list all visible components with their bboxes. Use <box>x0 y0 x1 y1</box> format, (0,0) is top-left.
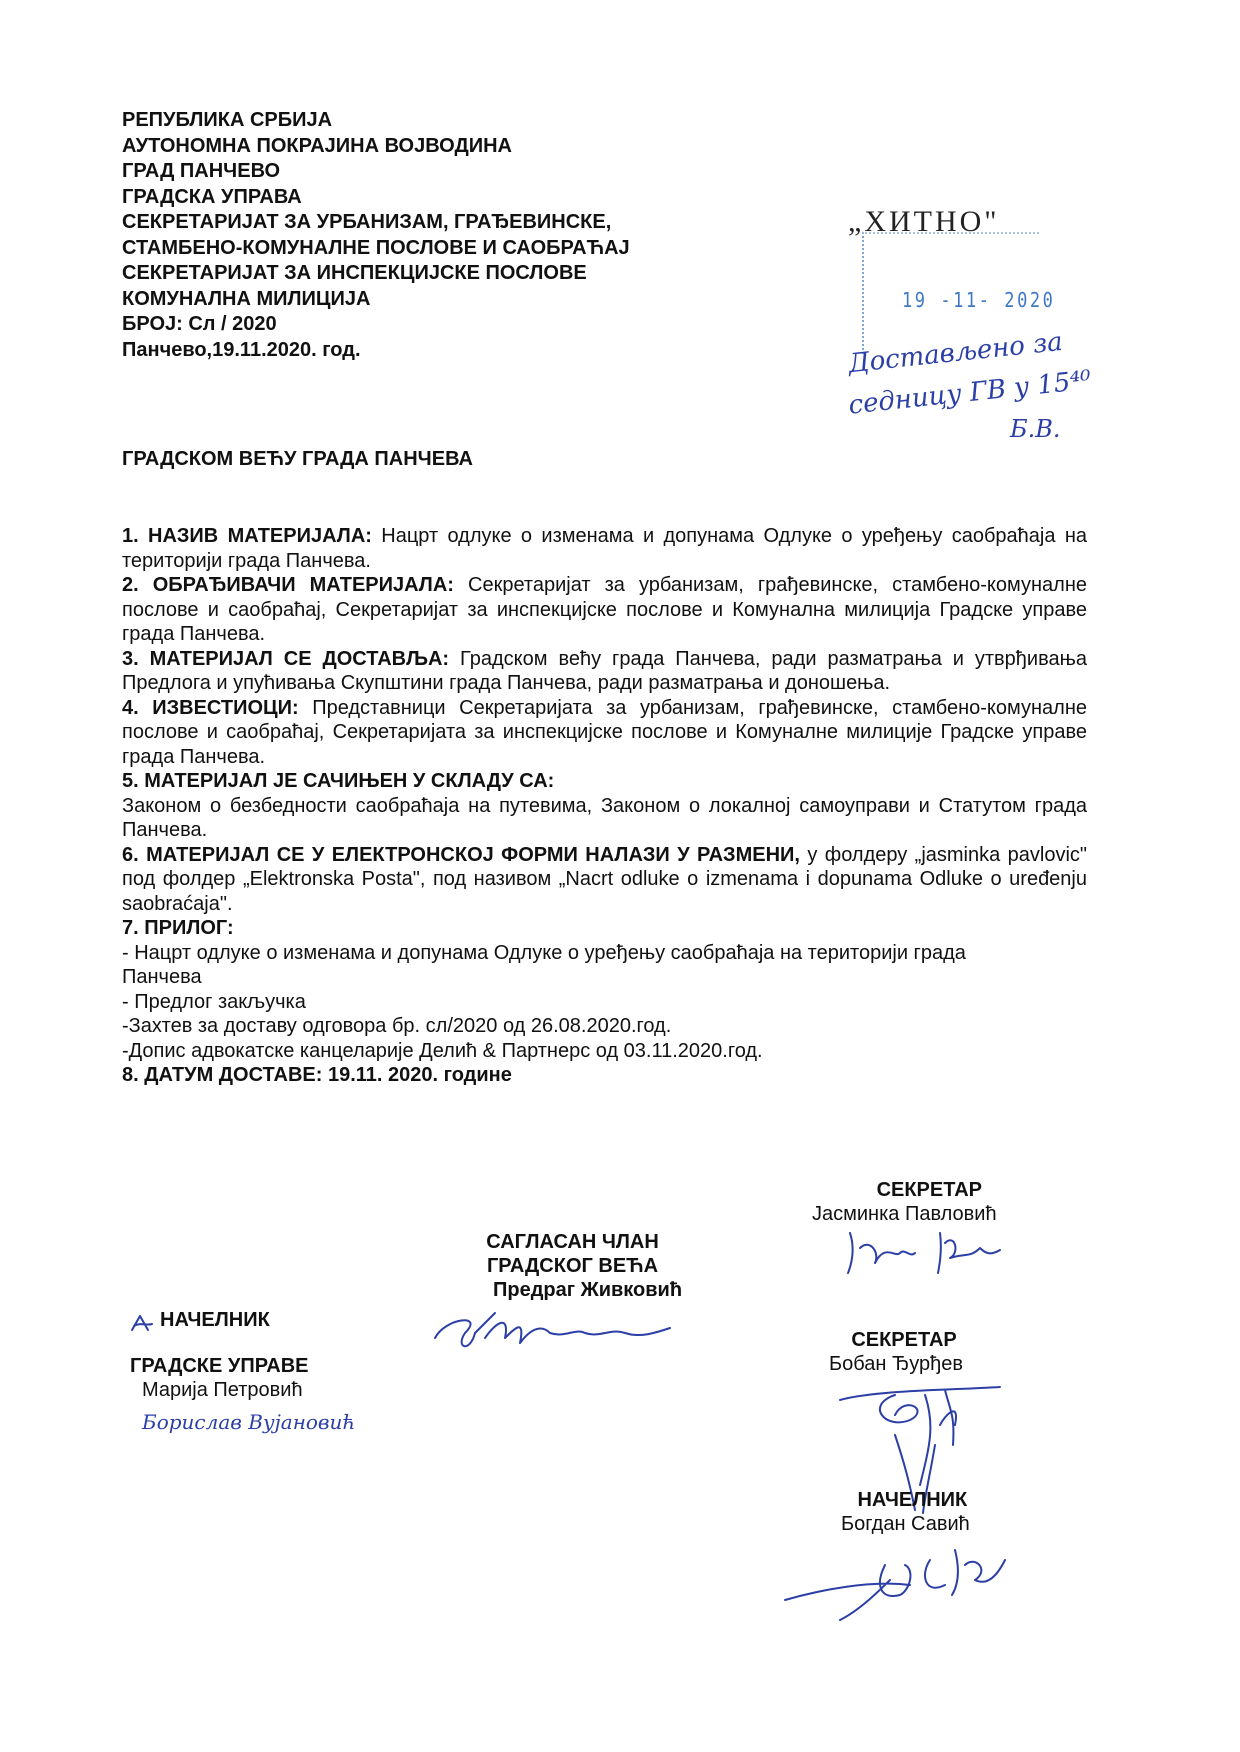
signature-name: Бобан Ђурђев <box>829 1353 964 1375</box>
delivery-date-value: 19.11. 2020. године <box>322 1064 512 1086</box>
section-text: у фолдеру „jasminka pavlovic" под фолдер „Elektronska Posta", под називом „Nacrt odluke o izmenama i dopunama Odluke o uređenju saobraćaja". <box>122 843 1087 915</box>
list-item: -Захтев за доставу одговора бр. сл/2020 од 26.08.2020.год. <box>122 1015 672 1037</box>
section-material-name <box>122 524 1087 573</box>
section-heading: 2. ОБРАЂИВАЧИ МАТЕРИЈАЛА: <box>122 574 454 596</box>
urgent-note: „ХИТНО" <box>848 205 1000 238</box>
section-text: Градском већу града Панчева, ради разматрања и утврђивања Предлога и упућивања Скупштини града Панчева, ради разматрања и доношења. <box>122 647 1087 694</box>
signature-council-member <box>463 1230 682 1302</box>
section-heading: 1. НАЗИВ МАТЕРИЈАЛА: <box>122 525 372 547</box>
header-line-administration: ГРАДСКА УПРАВА <box>122 185 302 208</box>
document-place-date: Панчево,19.11.2020. год. <box>122 338 361 361</box>
attachment-list <box>122 941 1087 1064</box>
section-rapporteurs <box>122 696 1087 770</box>
received-stamp-date: 19 -11- 2020 <box>902 288 1056 312</box>
signature-name: Предраг Живковић <box>493 1279 683 1301</box>
signature-title: САГЛАСАН ЧЛАН <box>486 1231 659 1253</box>
document-number: БРОЈ: Сл / 2020 <box>122 313 277 335</box>
signature-head-2 <box>841 1488 970 1536</box>
document-body <box>122 524 1087 1088</box>
handwritten-signature-secretary-1 <box>830 1228 1010 1278</box>
section-heading: 3. МАТЕРИЈАЛ СЕ ДОСТАВЉА: <box>122 647 450 670</box>
signature-name: Богдан Савић <box>841 1513 970 1535</box>
handwritten-note-line2: седницу ГВ у 15⁴⁰ <box>847 365 1093 421</box>
handwritten-initials: Б.В. <box>1010 415 1061 443</box>
header-line-city: ГРАД ПАНЧЕВО <box>122 160 281 182</box>
section-legal-basis-text <box>122 794 1087 843</box>
signature-name: Јасминка Павловић <box>812 1203 997 1225</box>
header-line-republic: РЕПУБЛИКА СРБИЈА <box>122 109 333 131</box>
signature-name: Марија Петровић <box>142 1379 303 1401</box>
signature-title: НАЧЕЛНИК <box>160 1309 270 1331</box>
handwritten-signature-head-administration: Борислав Вујановић <box>142 1410 356 1434</box>
section-electronic-form <box>122 843 1087 917</box>
section-text: Представници Секретаријата за урбанизам, грађевинске, стамбено-комуналне послове и саобраћај, Секретаријата за инспекцијске послове и Комуналне милиције Градске управе града Панчева. <box>122 696 1087 768</box>
header-line-secretariat-inspection: СЕКРЕТАРИЈАТ ЗА ИНСПЕКЦИЈСКЕ ПОСЛОВЕ <box>122 262 587 284</box>
section-text: Законом о безбедности саобраћаја на путевима, Законом о локалној самоуправи и Статутом града Панчева. <box>122 794 1087 841</box>
section-attachments <box>122 916 1087 941</box>
section-preparers <box>122 573 1087 647</box>
list-item: - Предлог закључка <box>122 990 306 1013</box>
section-heading: 8. ДАТУМ ДОСТАВЕ: <box>122 1064 323 1086</box>
signature-title: НАЧЕЛНИК <box>857 1489 968 1511</box>
section-text: Нацрт одлуке о изменама и допунама Одлуке о уређењу саобраћаја на територији града Панчева. <box>122 525 1087 572</box>
list-item: Панчева <box>122 966 202 988</box>
handwritten-note-line1: Достављено за <box>847 326 1065 380</box>
handwritten-signature-head-2 <box>780 1540 1040 1640</box>
section-text: Секретаријат за урбанизам, грађевинске, стамбено-комуналне послове и саобраћај, Секретаријат за инспекцијске послове и Комунална милиција Градске управе града Панчева. <box>122 574 1088 645</box>
document-header <box>122 108 630 363</box>
signature-secretary-1 <box>812 1178 997 1226</box>
section-delivered-to <box>122 647 1087 696</box>
section-heading: 5. МАТЕРИЈАЛ ЈЕ САЧИЊЕН У СКЛАДУ СА: <box>122 770 555 792</box>
addressee: ГРАДСКОМ ВЕЋУ ГРАДА ПАНЧЕВА <box>122 448 473 470</box>
header-line-secretariat-urbanism-cont: СТАМБЕНО-КОМУНАЛНЕ ПОСЛОВЕ И САОБРАЋАЈ <box>122 236 630 259</box>
signature-title: СЕКРЕТАР <box>851 1329 957 1351</box>
section-legal-basis <box>122 769 1087 794</box>
header-line-province: АУТОНОМНА ПОКРАЈИНА ВОЈВОДИНА <box>122 134 512 157</box>
signature-title: ГРАДСКОГ ВЕЋА <box>486 1255 659 1277</box>
list-item: -Допис адвокатске канцеларије Делић & Партнерс од 03.11.2020.год. <box>122 1039 763 1062</box>
list-item: - Нацрт одлуке о изменама и допунама Одлуке о уређењу саобраћаја на територији града <box>122 941 966 964</box>
signature-title: СЕКРЕТАР <box>876 1179 982 1201</box>
section-heading: 7. ПРИЛОГ: <box>122 917 234 939</box>
section-heading: 4. ИЗВЕСТИОЦИ: <box>122 696 299 719</box>
signature-title: ГРАДСКЕ УПРАВЕ <box>130 1355 309 1377</box>
header-line-communal-police: КОМУНАЛНА МИЛИЦИЈА <box>122 287 371 310</box>
handwritten-mark-head-administration <box>128 1312 158 1334</box>
section-heading: 6. МАТЕРИЈАЛ СЕ У ЕЛЕКТРОНСКОЈ ФОРМИ НАЛАЗИ У РАЗМЕНИ, <box>122 843 800 866</box>
header-line-secretariat-urbanism: СЕКРЕТАРИЈАТ ЗА УРБАНИЗАМ, ГРАЂЕВИНСКЕ, <box>122 211 612 233</box>
signature-secretary-2 <box>829 1328 964 1376</box>
section-delivery-date <box>122 1063 1087 1088</box>
handwritten-signature-council-member <box>425 1308 685 1358</box>
